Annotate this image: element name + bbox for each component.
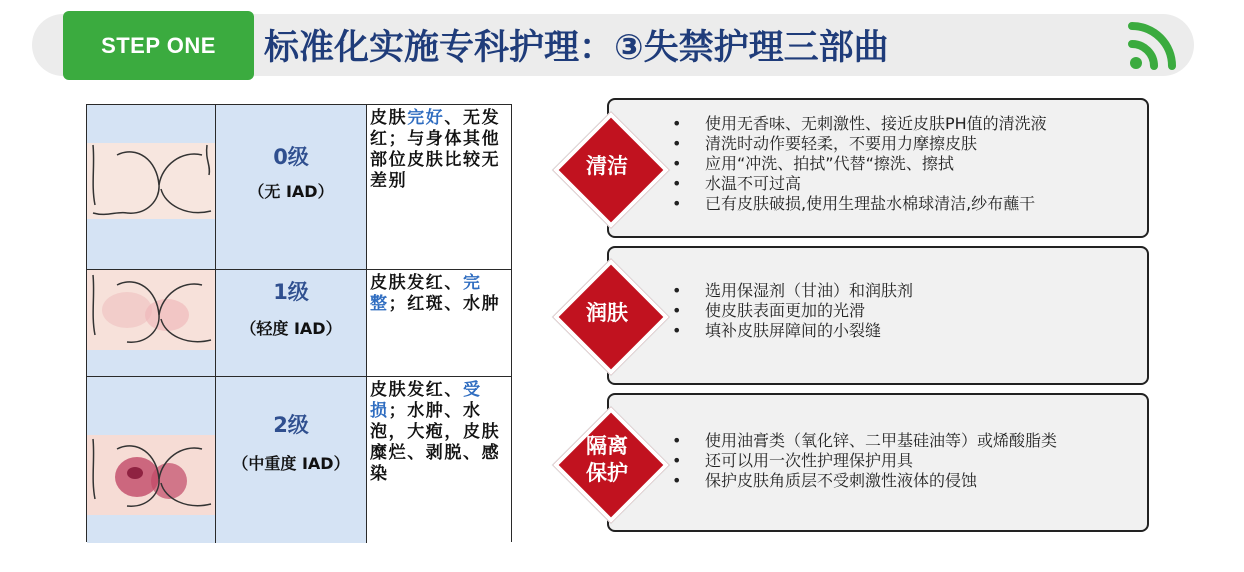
buttocks-red-illustration [87,270,216,376]
grade-level: 1级 [273,280,309,304]
iad-grade-table [86,104,512,542]
table-row [87,377,511,543]
grade-subtitle: （轻度 IAD） [240,319,342,338]
grade-description: 皮肤发红、完整；红斑、水肿 [370,273,501,314]
grade-description: 皮肤发红、受损；水肿、水泡，大疱，皮肤糜烂、剥脱、感染 [370,380,501,484]
grade-subtitle: （无 IAD） [248,182,334,201]
list-item: • 保护皮肤角质层不受刺激性液体的侵蚀 [672,471,978,490]
list-item: • 还可以用一次性护理保护用具 [672,451,914,470]
list-item: • 水温不可过高 [672,174,802,193]
grade-subtitle: （中重度 IAD） [232,454,350,473]
table-row [87,105,511,270]
list-item: • 清洗时动作要轻柔，不要用力摩擦皮肤 [672,134,978,153]
grade-level: 2级 [273,413,309,437]
panel-label-cleaning: 清洁 [586,154,628,178]
grade-level: 0级 [273,145,309,169]
list-item: • 填补皮肤屏障间的小裂缝 [672,321,882,340]
list-item: • 应用“冲洗、拍拭”代替“擦洗、擦拭 [672,154,954,173]
table-row [87,270,511,377]
step-badge: STEP ONE [63,11,254,80]
grade-description: 皮肤完好、无发红；与身体其他部位皮肤比较无差别 [370,108,501,191]
signal-icon [1128,20,1176,70]
panel-label-protection: 隔离 保护 [586,434,628,485]
panel-label-moisturizing: 润肤 [586,301,628,325]
panel-cleaning [607,98,1149,238]
panel-moisturizing [607,246,1149,385]
list-item: • 已有皮肤破损,使用生理盐水棉球清洁,纱布蘸干 [672,194,1036,213]
list-item: • 选用保湿剂（甘油）和润肤剂 [672,281,914,300]
buttocks-normal-illustration [87,105,216,269]
buttocks-damaged-illustration [87,377,216,543]
list-item: • 使用油膏类（氧化锌、二甲基硅油等）或烯酸脂类 [672,431,1058,450]
list-item: • 使皮肤表面更加的光滑 [672,301,866,320]
panel-protection [607,393,1149,532]
page-title: 标准化实施专科护理：③失禁护理三部曲 [264,28,889,68]
list-item: • 使用无香味、无刺激性、接近皮肤PH值的清洗液 [672,114,1047,133]
